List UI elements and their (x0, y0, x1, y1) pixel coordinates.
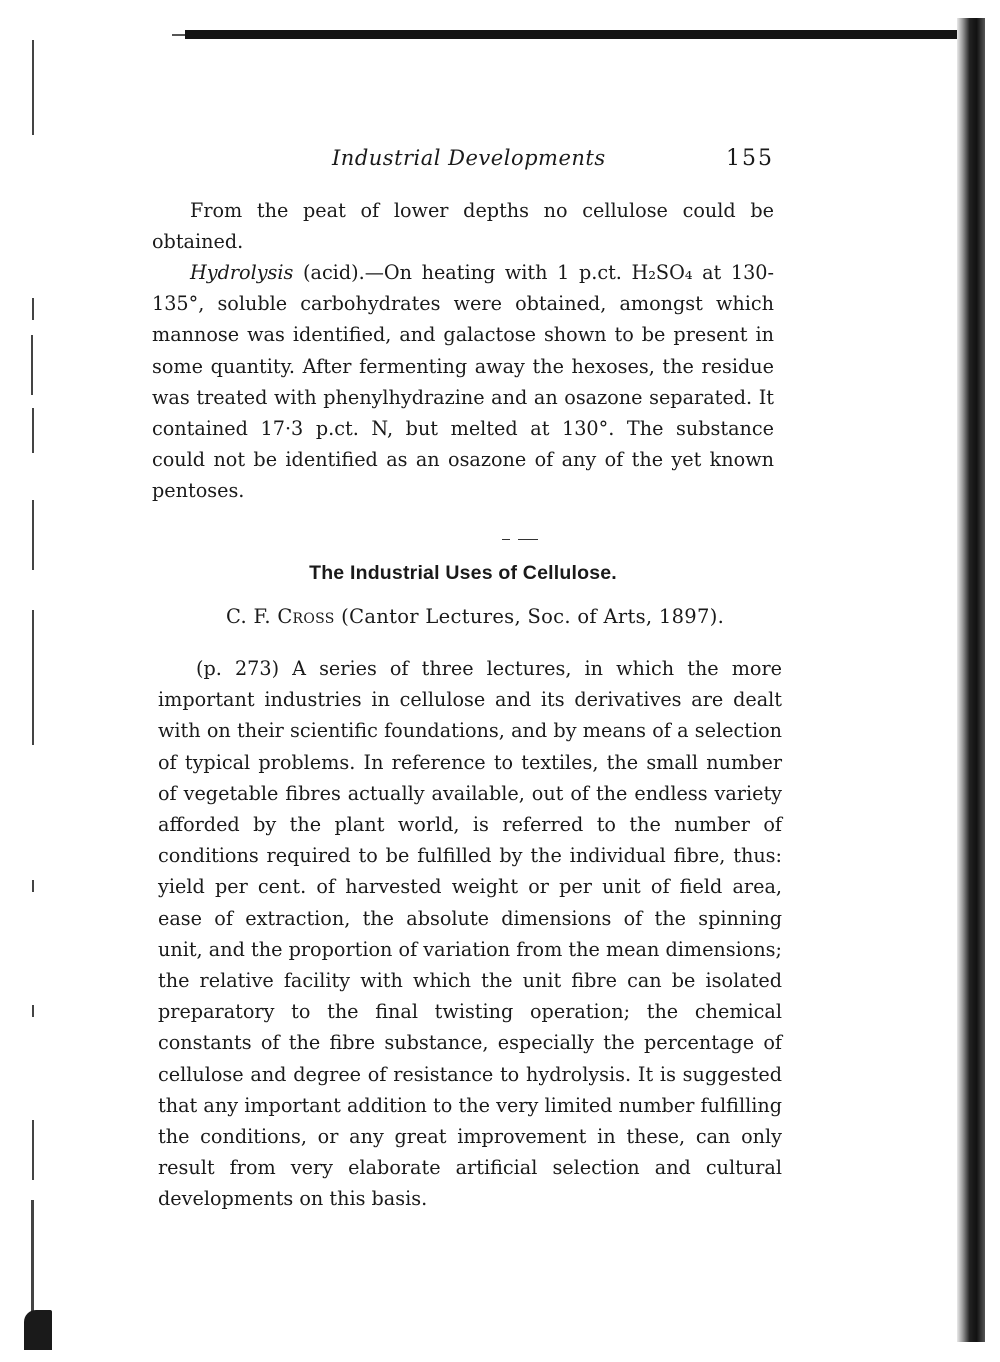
author-citation (226, 605, 786, 628)
page-number: 155 (726, 146, 774, 171)
hydrolysis-text: (acid).—On heating with 1 p.ct. H₂SO₄ at 130-135°, soluble carbohydrates were obtained, amongst which mannose was identified, and galactose shown to be present in some quantity. After fermenting away the hexoses, the residue was treated with phenylhydrazine and an osazone separated. It contained 17·3 p.ct. N, but melted at 130°. The substance could not be identified as an osazone of any of the yet known pentoses. (152, 261, 774, 503)
left-margin-scan-marks (22, 30, 42, 1360)
running-title: Industrial Developments (332, 146, 606, 170)
author-initials: C. F. (226, 605, 278, 628)
section-divider (502, 539, 538, 540)
running-header (152, 144, 782, 178)
page-binding-edge (957, 18, 985, 1342)
section-title: The Industrial Uses of Cellulose. (309, 562, 617, 584)
author-name: Cross (277, 605, 335, 628)
paragraph-lectures: (p. 273) A series of three lectures, in which the more important industries in cellulose and its derivatives are dealt with on their scientific foundations, and by means of a selection of typical problems. In reference to textiles, the small number of vegetable fibres actually available, out of the endless variety afforded by the plant world, is referred to the number of conditions required to be fulfilled by the individual fibre, thus: yield per cent. of harvested weight or per unit of field area, ease of extraction, the absolute dimensions of the spinning unit, and the proportion of variation from the mean dimensions; the relative facility with which the unit fibre can be isolated preparatory to the final twisting operation; the chemical constants of the fibre substance, especially the percentage of cellulose and degree of resistance to hydrolysis. It is suggested that any important addition to the very limited number fulfilling the conditions, or any great improvement in these, can only result from very elaborate artificial selection and cultural developments on this basis. (158, 657, 782, 1211)
paragraph-hydrolysis (152, 257, 774, 507)
top-rule (185, 30, 960, 39)
left-binding-shadow (24, 1310, 52, 1350)
paragraph-peat: From the peat of lower depths no cellulose could be obtained. (152, 199, 774, 254)
author-source: (Cantor Lectures, Soc. of Arts, 1897). (334, 605, 725, 628)
hydrolysis-lead: Hydrolysis (190, 261, 294, 284)
